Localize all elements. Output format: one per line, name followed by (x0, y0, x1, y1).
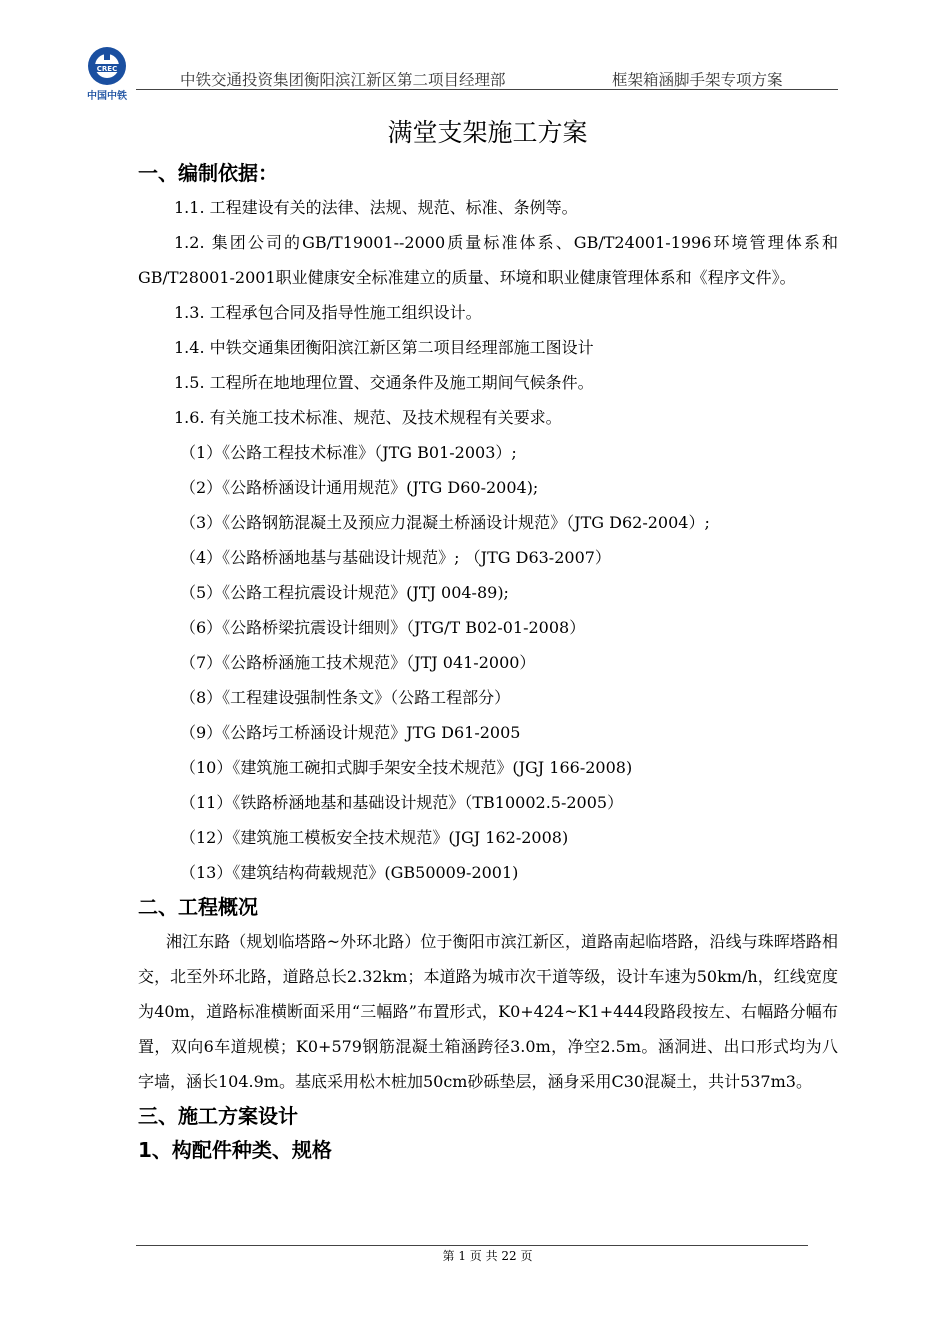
svg-text:CREC: CREC (96, 65, 118, 73)
header-divider (136, 89, 838, 90)
crec-logo (78, 44, 136, 102)
subsection-1-heading: 1、构配件种类、规格 (138, 1138, 332, 1162)
reference-item: （2）《公路桥涵设计通用规范》(JTG D60-2004); (180, 478, 539, 497)
basis-item: 1.4. 中铁交通集团衡阳滨江新区第二项目经理部施工图设计 (174, 338, 594, 357)
basis-item: 1.6. 有关施工技术标准、规范、及技术规程有关要求。 (174, 408, 562, 427)
reference-item: （13）《建筑结构荷载规范》(GB50009-2001) (180, 863, 519, 882)
document-body (138, 156, 838, 1167)
basis-item: 1.1. 工程建设有关的法律、法规、规范、标准、条例等。 (174, 198, 578, 217)
page-title: 满堂支架施工方案 (387, 118, 588, 147)
crec-logo-icon (78, 44, 136, 102)
basis-item: 1.3. 工程承包合同及指导性施工组织设计。 (174, 303, 482, 322)
reference-item: （8）《工程建设强制性条文》（公路工程部分） (180, 688, 511, 707)
reference-item: （12）《建筑施工模板安全技术规范》(JGJ 162-2008) (180, 828, 569, 847)
reference-item: （1）《公路工程技术标准》（JTG B01-2003）; (180, 443, 517, 462)
page-number: 第 1 页 共 22 页 (442, 1249, 533, 1263)
reference-item: （3）《公路钢筋混凝土及预应力混凝土桥涵设计规范》（JTG D62-2004）; (180, 513, 710, 532)
project-overview-paragraph: 湘江东路（规划临塔路~外环北路）位于衡阳市滨江新区，道路南起临塔路，沿线与珠晖塔路相交，北至外环北路，道路总长2.32km；本道路为城市次干道等级，设计车速为50km/h，红线宽度为40m，道路标准横断面采用“三幅路”布置形式，K0+424~K1+444段路段按左、右幅路分幅布置，双向6车道规模；K0+579钢筋混凝土箱涵跨径3.0m，净空2.5m。涵洞进、出口形式均为八字墙，涵长104.9m。基底采用松木桩加50cm砂砾垫层，涵身采用C30混凝土，共计537m3。 (138, 932, 838, 1091)
basis-item: 1.2. 集团公司的GB/T19001--2000质量标准体系、GB/T24001-1996环境管理体系和GB/T28001-2001职业健康安全标准建立的质量、环境和职业健康管理体系和《程序文件》。 (138, 233, 838, 287)
reference-item: （5）《公路工程抗震设计规范》(JTJ 004-89); (180, 583, 509, 602)
basis-item: 1.5. 工程所在地地理位置、交通条件及施工期间气候条件。 (174, 373, 594, 392)
footer-divider (136, 1245, 808, 1246)
svg-text:中国中铁: 中国中铁 (87, 91, 127, 102)
reference-item: （4）《公路桥涵地基与基础设计规范》; （JTG D63-2007） (180, 548, 611, 567)
reference-item: （11）《铁路桥涵地基和基础设计规范》（TB10002.5-2005） (180, 793, 624, 812)
section-1-heading: 一、编制依据： (138, 161, 278, 185)
reference-item: （9）《公路圬工桥涵设计规范》JTG D61-2005 (180, 723, 521, 742)
header-project-name: 中铁交通投资集团衡阳滨江新区第二项目经理部 (180, 71, 506, 89)
reference-item: （7）《公路桥涵施工技术规范》（JTJ 041-2000） (180, 653, 536, 672)
reference-item: （6）《公路桥梁抗震设计细则》（JTG/T B02-01-2008） (180, 618, 586, 637)
reference-item: （10）《建筑施工碗扣式脚手架安全技术规范》(JGJ 166-2008) (180, 758, 633, 777)
section-3-heading: 三、施工方案设计 (138, 1104, 298, 1128)
header-document-name: 框架箱涵脚手架专项方案 (612, 71, 783, 89)
section-2-heading: 二、工程概况 (138, 895, 258, 919)
